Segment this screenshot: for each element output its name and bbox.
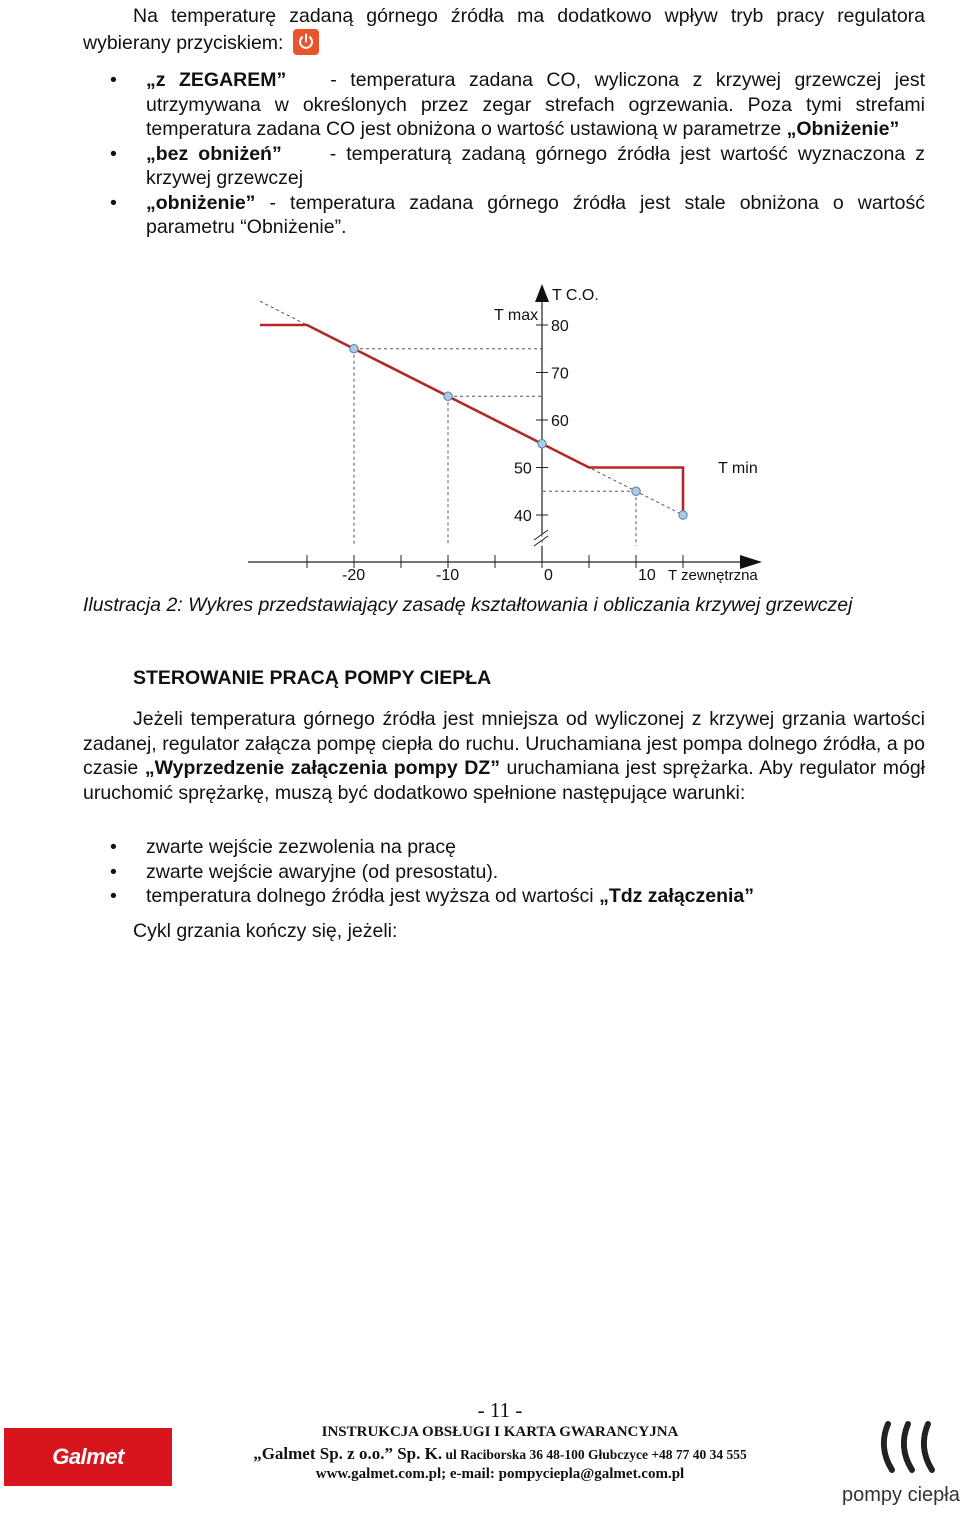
axis-break-mark — [534, 536, 548, 546]
mode-name: „z ZEGAREM” — [146, 69, 287, 91]
pompy-logo-mark — [874, 1418, 954, 1480]
mode-name: „bez obniżeń” — [146, 142, 282, 165]
y-tick-label: 60 — [551, 413, 569, 430]
mode-item-obnizenie — [110, 191, 925, 240]
tmin-label: T min — [718, 460, 758, 477]
curve-point — [350, 345, 358, 353]
x-tick-label: -10 — [436, 567, 460, 584]
y-tick-label: 40 — [514, 508, 532, 525]
mode-name: „obniżenie” — [146, 191, 256, 214]
curve-point — [679, 511, 687, 519]
curve-point — [444, 392, 452, 400]
condition-text: temperatura dolnego źródła jest wyższa od wartości — [146, 885, 600, 907]
galmet-logo-text: Galmet — [52, 1444, 124, 1469]
y-axis-title: T C.O. — [552, 287, 599, 304]
cycle-end-text: Cykl grzania kończy się, jeżeli: — [133, 920, 398, 942]
mode-desc: - temperatura zadana CO, wyliczona z krzywej grzewczej jest utrzymywana w określonych przez zegar strefach ogrzewania. Poza tymi strefami temperatura zadana CO jest obniżona o wartość ustawioną w parametrze — [146, 69, 926, 140]
mode-item-bez-obnizen — [110, 142, 925, 191]
x-tick-label: 10 — [638, 567, 656, 584]
mode-item-zegar — [110, 68, 925, 142]
curve-point — [632, 487, 640, 495]
footer-company: „Galmet Sp. z o.o.” Sp. K. — [253, 1444, 443, 1463]
page-number: - 11 - — [477, 1398, 523, 1422]
mode-param: „Obniżenie” — [786, 118, 900, 140]
pompy-ciepla-logo — [840, 1418, 960, 1514]
tmax-label: T max — [494, 307, 539, 324]
param-wyprzedzenie: „Wyprzedzenie załączenia pompy DZ” — [144, 757, 500, 779]
mode-list — [110, 68, 925, 240]
footer-company-line — [170, 1444, 830, 1464]
power-button — [293, 29, 319, 55]
x-axis-title: T zewnętrzna — [668, 567, 758, 584]
condition-item: • zwarte wejście awaryjne (od presostatu). — [110, 860, 925, 885]
y-tick-label: 70 — [551, 365, 569, 383]
param-tdz: „Tdz załączenia” — [599, 885, 755, 907]
axis-break-mark — [534, 530, 548, 540]
para-text-c: uruchamiana jest sprężarka. Aby regulator mógł uruchomić sprężarkę, muszą być dodatkowo spełnione następujące warunki: — [83, 757, 926, 804]
figure-caption: Ilustracja 2: Wykres przedstawiający zasadę kształtowania i obliczania krzywej grzewczej — [83, 594, 853, 616]
y-axis-arrow — [535, 284, 549, 302]
pompy-logo-text: pompy ciepła — [842, 1484, 960, 1506]
chart-dashed-guides — [260, 301, 683, 546]
chart-ticks — [307, 318, 683, 584]
section-paragraph — [83, 707, 925, 805]
condition-item: • zwarte wejście zezwolenia na pracę — [110, 835, 925, 860]
heating-curve-chart — [230, 278, 790, 588]
mode-desc: - temperatura zadana górnego źródła jest stale obniżona o wartość parametru “Obniżenie”. — [146, 191, 925, 238]
y-tick-label: 50 — [514, 460, 532, 478]
heating-curve-line — [260, 325, 683, 515]
intro-paragraph — [83, 4, 925, 55]
footer-contact: www.galmet.com.pl; e-mail: pompyciepla@galmet.com.pl — [315, 1466, 685, 1482]
curve-point — [538, 440, 546, 448]
chart-lines — [260, 325, 683, 515]
footer-address: ul Raciborska 36 48-100 Głubczyce +48 77 40 34 555 — [442, 1447, 747, 1462]
section-heading: STEROWANIE PRACĄ POMPY CIEPŁA — [133, 667, 492, 689]
condition-item — [110, 884, 925, 909]
footer-title: INSTRUKCJA OBSŁUGI I KARTA GWARANCYJNA — [321, 1424, 679, 1440]
conditions-list — [110, 835, 925, 909]
para-text-a: Jeżeli temperatura górnego źródła jest mniejsza od wyliczonej z krzywej grzania wartości zadanej, regulator załącza pompę ciepła do ruchu. Uruchamiana jest pompa dolnego źródła, a po czasie — [83, 708, 925, 779]
y-tick-label: 80 — [551, 318, 569, 335]
galmet-logo — [4, 1428, 172, 1486]
x-tick-label: -20 — [342, 567, 366, 584]
x-tick-label: 0 — [544, 567, 553, 584]
intro-text: Na temperaturę zadaną górnego źródła ma dodatkowo wpływ tryb pracy regulatora wybierany przyciskiem: — [83, 5, 925, 54]
mode-desc: - temperaturą zadaną górnego źródła jest wartość wyznaczona z krzywej grzewczej — [146, 142, 925, 189]
power-icon — [296, 32, 316, 52]
